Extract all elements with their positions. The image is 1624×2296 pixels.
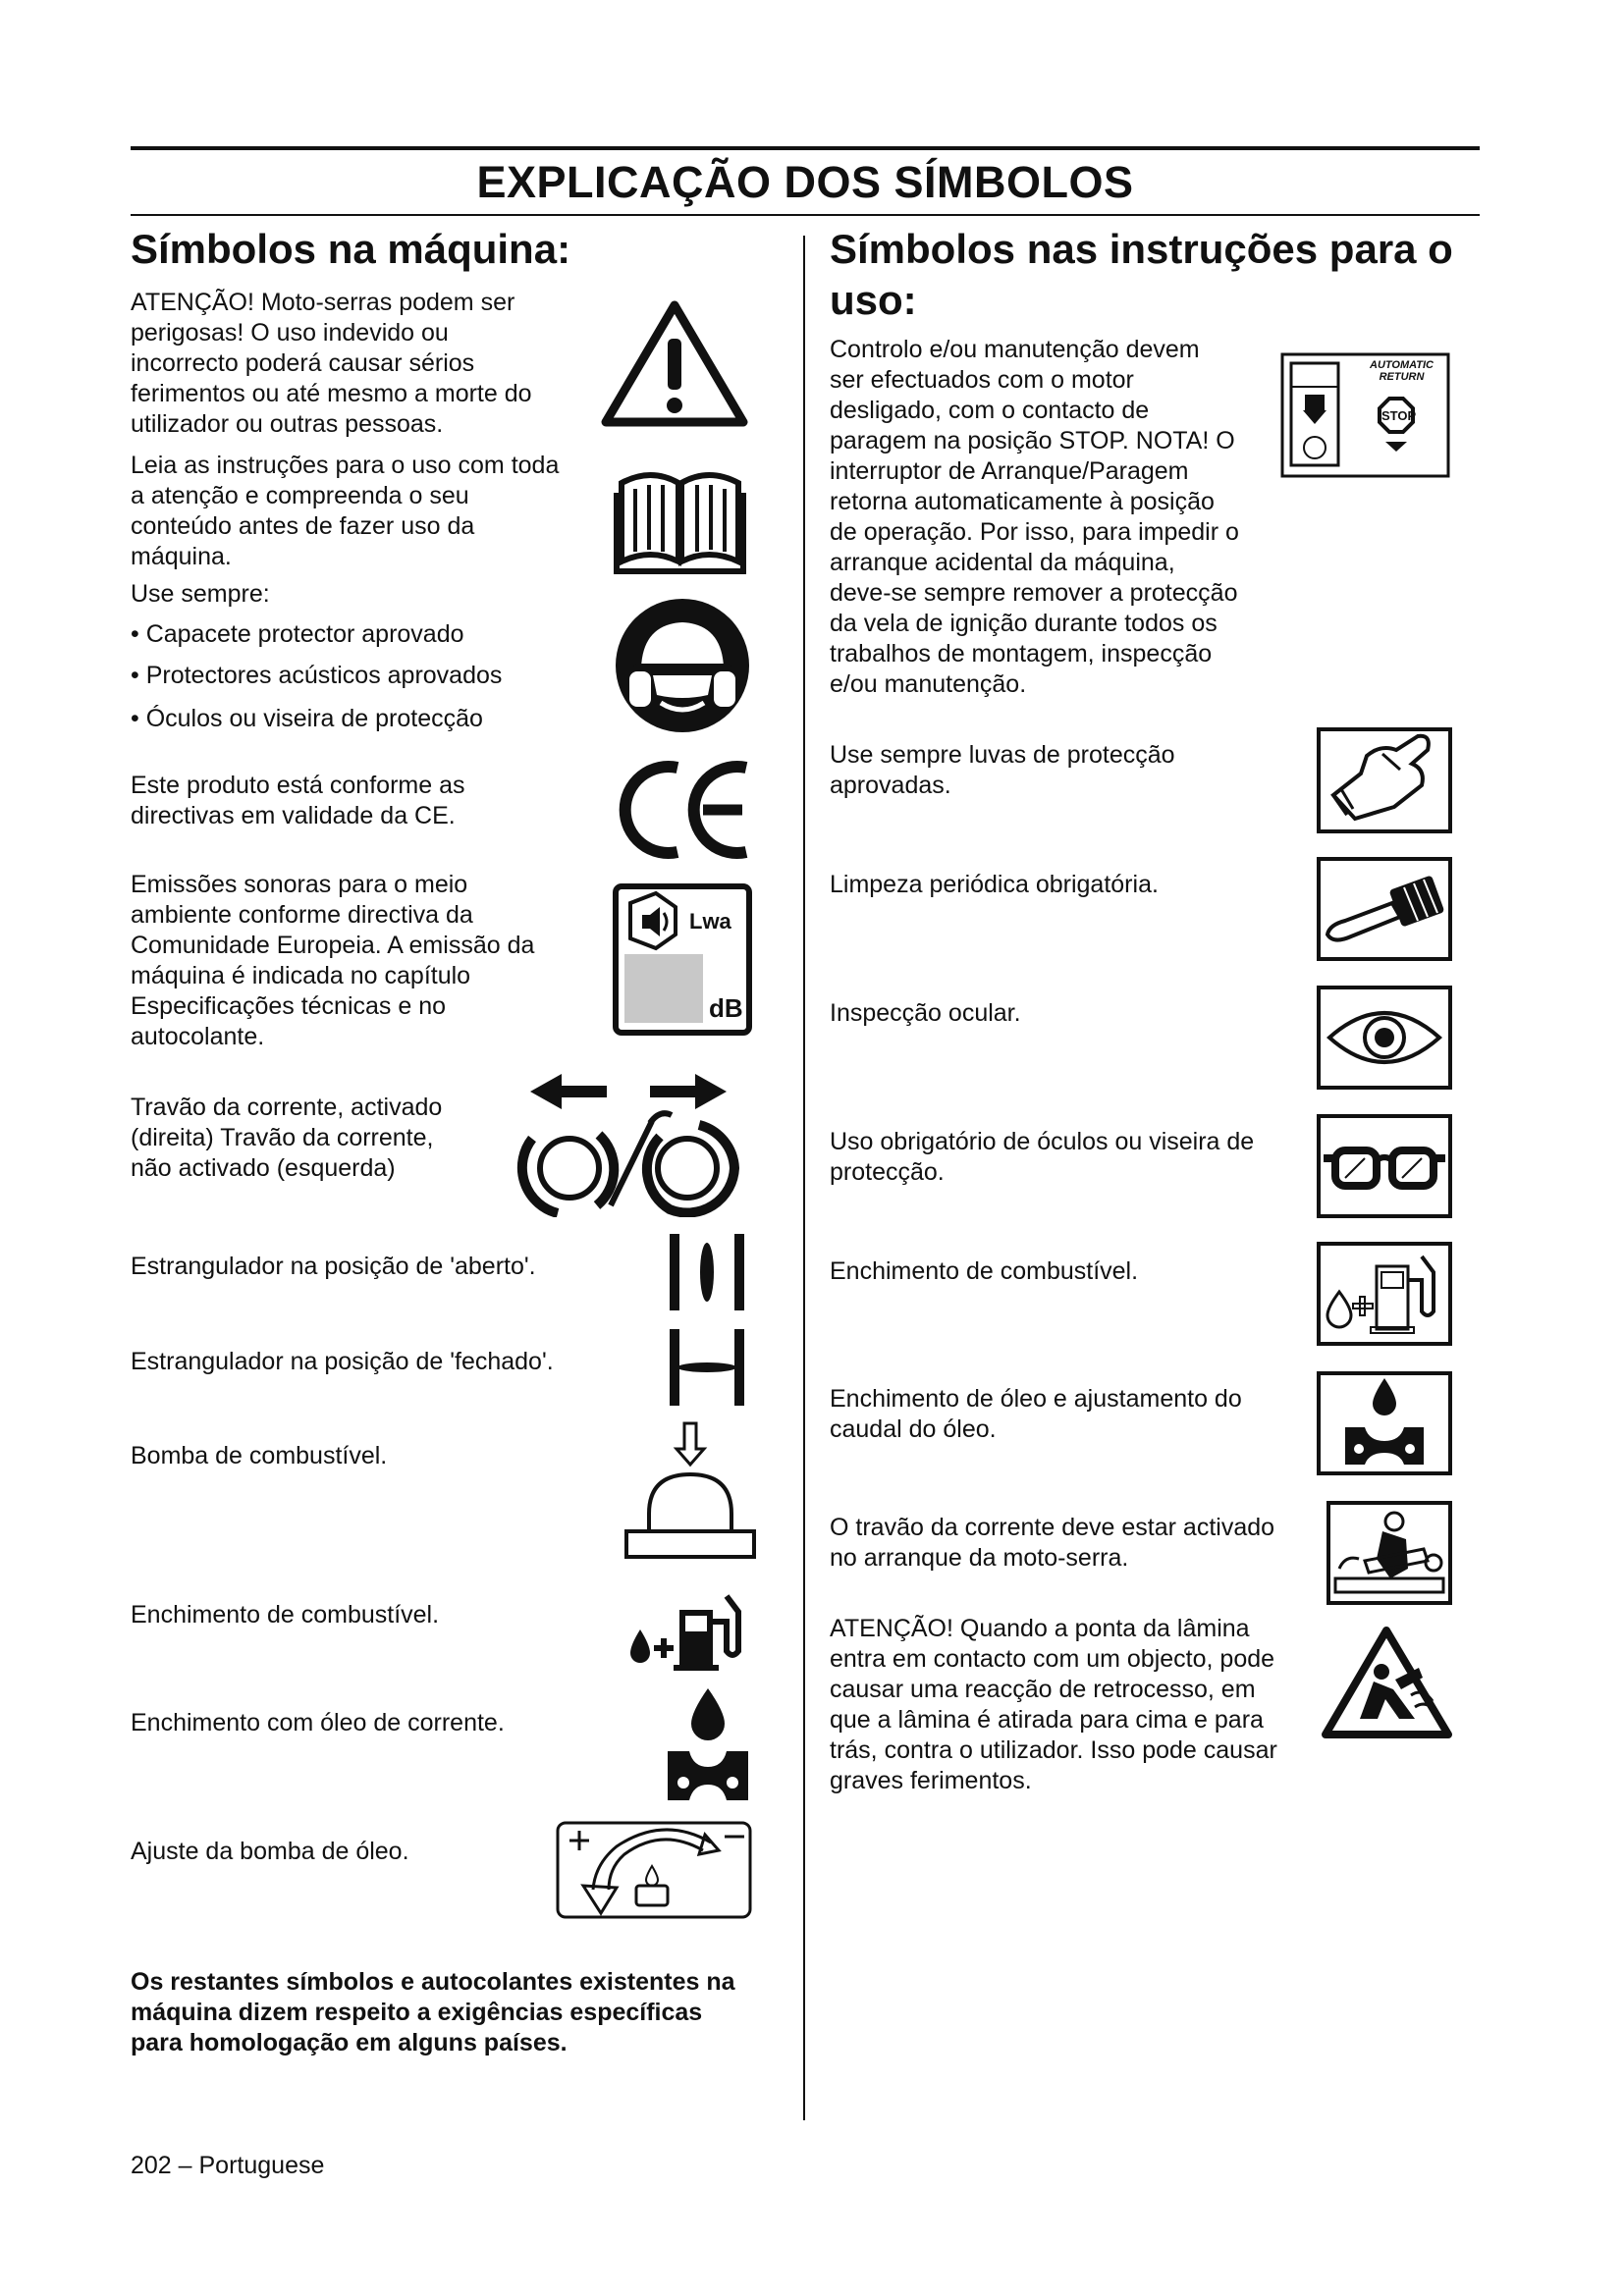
left-item-warning: ATENÇÃO! Moto-serras podem ser perigosas! O uso indevido ou incorrecto poderá causar sérios ferimentos ou até mesmo a morte do utilizador ou outras pessoas. [131,289,532,438]
auto-return-label: AUTOMATIC RETURN [1370,359,1434,383]
kickback-warning-icon [1321,1625,1453,1738]
right-item-fuel: Enchimento de combustível. [830,1257,1139,1285]
db-label: dB [709,993,743,1023]
glove-icon [1316,726,1453,834]
oil-pump-adjust-icon [556,1821,752,1919]
left-item-fuel-pump: Bomba de combustível. [131,1442,388,1469]
left-item-fuel-fill: Enchimento de combustível. [131,1601,440,1629]
left-item-use-always: Use sempre: [131,580,270,608]
right-item-brake-start: O travão da corrente deve estar activado no arranque da moto-serra. [830,1514,1275,1572]
column-divider [803,236,805,2120]
fuel-filling-box-icon [1316,1241,1453,1347]
stop-switch-icon [1279,351,1451,479]
left-item-noise: Emissões sonoras para o meio ambiente conforme directiva da Comunidade Europeia. A emissão da máquina é indicada no capítulo Especificações técnicas e no autocolante. [131,871,535,1050]
stop-label: STOP [1381,408,1417,423]
right-item-oil: Enchimento de óleo e ajustamento do caudal do óleo. [830,1385,1242,1443]
protective-equipment-icon [614,597,751,734]
left-item-helmet: • Capacete protector aprovado [131,620,464,648]
manual-book-icon [614,463,746,576]
oil-filling-box-icon [1316,1370,1453,1476]
left-item-choke-closed: Estrangulador na posição de 'fechado'. [131,1348,554,1375]
page-title: EXPLICAÇÃO DOS SÍMBOLOS [476,157,1134,207]
left-heading: Símbolos na máquina: [131,226,571,272]
chain-oil-icon [664,1686,752,1804]
right-item-goggles: Uso obrigatório de óculos ou viseira de protecção. [830,1128,1255,1186]
fuel-pump-primer-icon [623,1421,757,1561]
ce-mark-icon [617,756,754,864]
brush-icon [1316,856,1453,962]
left-item-ce: Este produto está conforme as directivas em validade da CE. [131,772,465,829]
top-rule [131,146,1480,150]
choke-closed-icon [666,1327,748,1408]
chain-brake-start-icon [1326,1500,1453,1606]
right-heading: Símbolos nas instruções para o uso: [830,226,1453,323]
title-underline [131,214,1480,216]
page-footer: 202 – Portuguese [131,2152,325,2179]
fuel-filling-icon [624,1582,754,1671]
right-item-visual: Inspecção ocular. [830,999,1021,1027]
right-item-kickback: ATENÇÃO! Quando a ponta da lâmina entra em contacto com um objecto, pode causar uma reacção de retrocesso, em que a lâmina é atirada para cima e para trás, contra o utilizador. Isso pode causar graves ferimentos. [830,1615,1277,1794]
left-item-manual: Leia as instruções para o uso com toda a atenção e compreenda o seu conteúdo antes de fazer uso da máquina. [131,452,560,570]
left-item-eye: • Óculos ou viseira de protecção [131,705,483,732]
left-item-chain-oil: Enchimento com óleo de corrente. [131,1709,505,1736]
right-item-cleaning: Limpeza periódica obrigatória. [830,871,1159,898]
warning-triangle-icon [601,299,748,427]
right-item-gloves: Use sempre luvas de protecção aprovadas. [830,741,1175,799]
goggles-icon [1316,1113,1453,1219]
left-item-choke-open: Estrangulador na posição de 'aberto'. [131,1253,536,1280]
left-item-ear: • Protectores acústicos aprovados [131,662,503,689]
noise-emission-icon [613,883,752,1036]
right-item-stop: Controlo e/ou manutenção devem ser efectuados com o motor desligado, com o contacto de paragem na posição STOP. NOTA! O interruptor de Arranque/Paragem retorna automaticamente à posição de operação. Por isso, para impedir o arranque acidental da máquina, deve-se sempre remover a protecção da vela de ignição durante todos os trabalhos de montagem, inspecção e/ou manutenção. [830,336,1239,698]
left-note: Os restantes símbolos e autocolantes existentes na máquina dizem respeito a exigências específicas para homologação em alguns países. [131,1968,735,2056]
eye-icon [1316,985,1453,1091]
left-item-oil-pump: Ajuste da bomba de óleo. [131,1838,409,1865]
left-item-chain-brake: Travão da corrente, activado (direita) Travão da corrente, não activado (esquerda) [131,1094,443,1182]
chain-brake-icon [503,1070,754,1217]
choke-open-icon [666,1232,748,1312]
lwa-label: Lwa [689,909,731,934]
